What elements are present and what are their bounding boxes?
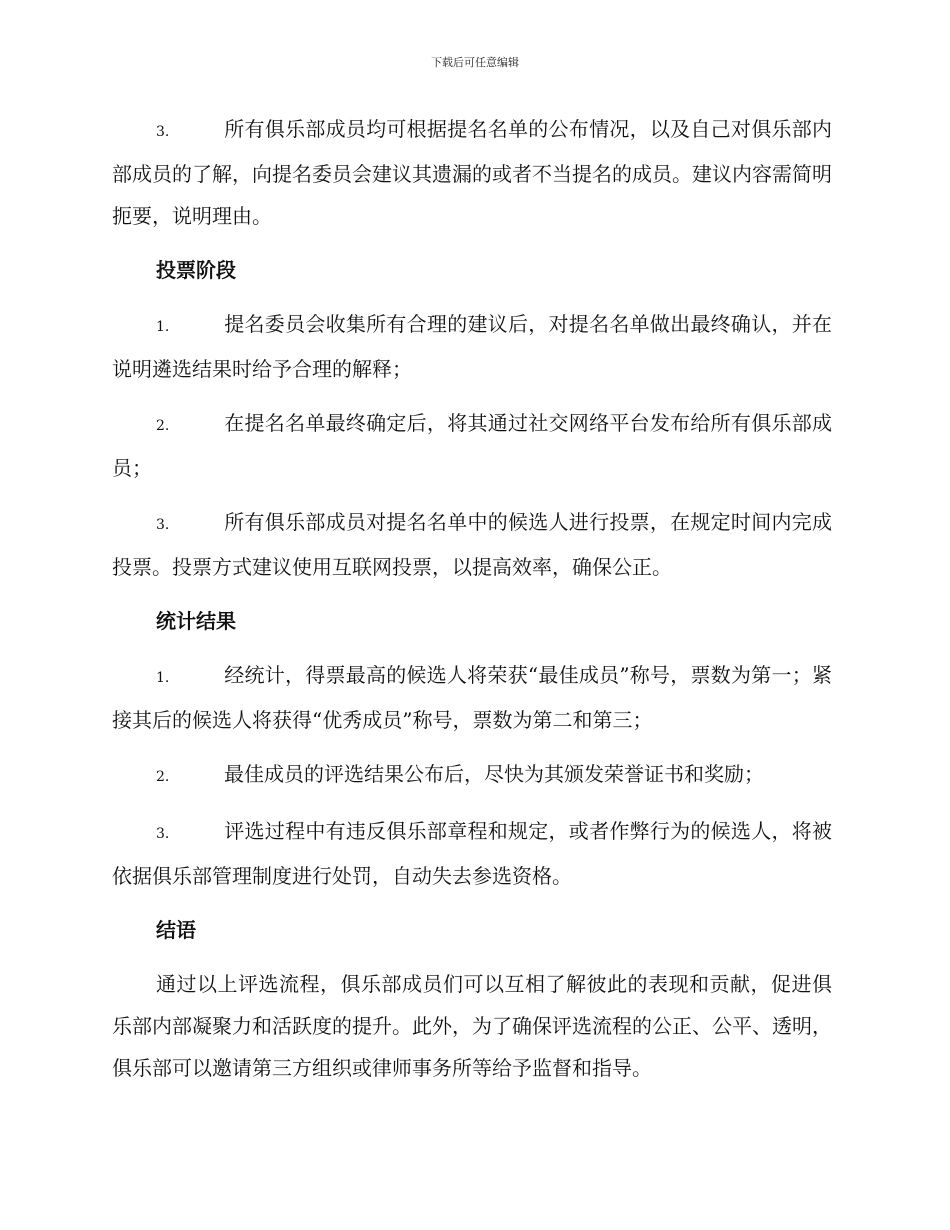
list-item-text: 提名委员会收集所有合理的建议后，对提名名单做出最终确认，并在说明遴选结果时给予合理的解释； <box>112 312 832 381</box>
list-item-text: 所有俱乐部成员对提名名单中的候选人进行投票，在规定时间内完成投票。投票方式建议使用互联网投票，以提高效率，确保公正。 <box>112 510 832 579</box>
list-item-voting-2 <box>112 402 832 489</box>
list-item-text: 在提名名单最终确定后，将其通过社交网络平台发布给所有俱乐部成员； <box>112 411 832 480</box>
list-number: 2. <box>156 418 170 434</box>
list-item-voting-1 <box>112 303 832 390</box>
section-heading-results: 统计结果 <box>156 609 236 633</box>
list-item-text: 最佳成员的评选结果公布后，尽快为其颁发荣誉证书和奖励； <box>224 762 764 786</box>
list-item-voting-3 <box>112 501 832 588</box>
list-number: 3. <box>156 517 170 533</box>
conclusion-paragraph: 通过以上评选流程，俱乐部成员们可以互相了解彼此的表现和贡献，促进俱乐部内部凝聚力和活跃度的提升。此外，为了确保评选流程的公正、公平、透明，俱乐部可以邀请第三方组织或律师事务所等给予监督和指导。 <box>112 972 832 1080</box>
list-item-text: 经统计，得票最高的候选人将荣获“最佳成员”称号，票数为第一；紧接其后的候选人将获得“优秀成员”称号，票数为第二和第三； <box>112 663 832 732</box>
list-number: 2. <box>156 769 170 785</box>
list-item-results-3 <box>112 810 832 897</box>
list-number: 3. <box>156 826 170 842</box>
list-item-text: 所有俱乐部成员均可根据提名名单的公布情况，以及自己对俱乐部内部成员的了解，向提名委员会建议其遗漏的或者不当提名的成员。建议内容需简明扼要，说明理由。 <box>112 117 832 228</box>
section-heading-voting: 投票阶段 <box>156 258 236 282</box>
document-content <box>112 108 832 1101</box>
list-item-text: 评选过程中有违反俱乐部章程和规定，或者作弊行为的候选人，将被依据俱乐部管理制度进行处罚，自动失去参选资格。 <box>112 819 832 888</box>
list-item-results-2 <box>112 753 832 798</box>
list-item-nomination-3 <box>112 108 832 237</box>
list-number: 3. <box>156 124 170 140</box>
list-number: 1. <box>156 670 170 686</box>
page-header: 下载后可任意编辑 <box>431 56 519 69</box>
list-item-results-1 <box>112 654 832 741</box>
section-heading-conclusion: 结语 <box>156 918 196 942</box>
list-number: 1. <box>156 319 170 335</box>
